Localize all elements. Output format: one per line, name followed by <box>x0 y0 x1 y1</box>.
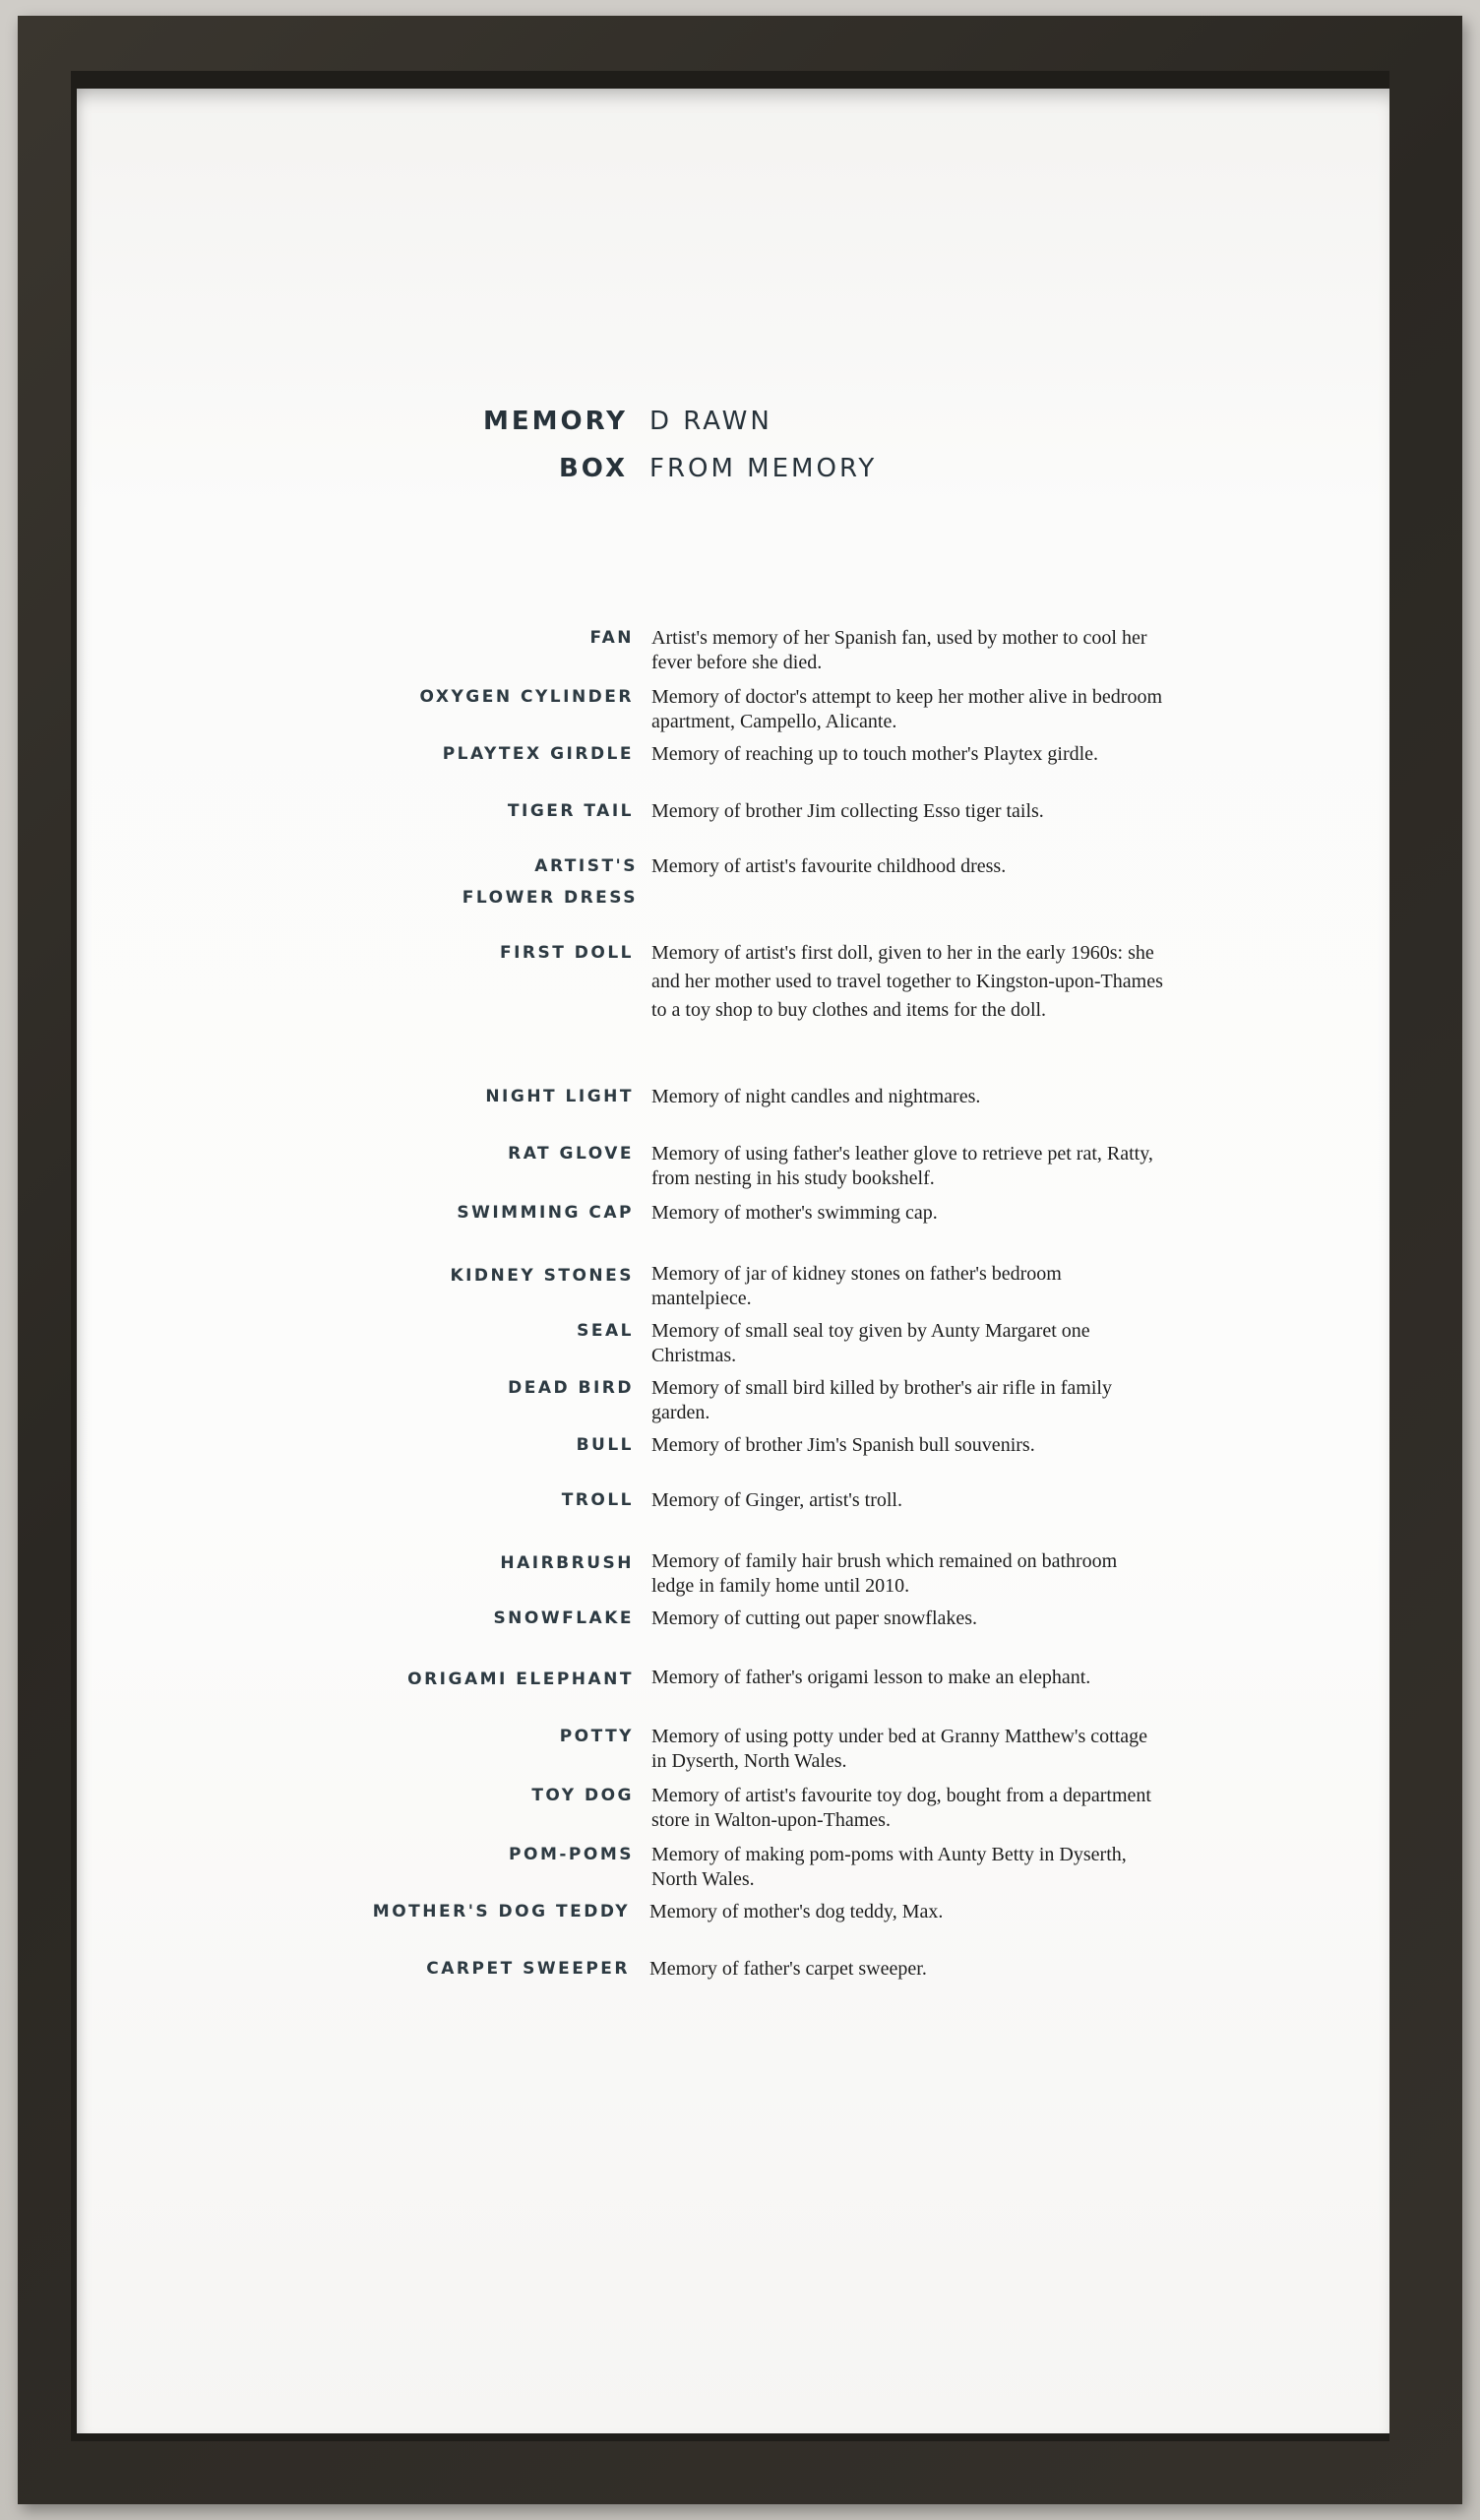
item-description: Memory of brother Jim's Spanish bull souvenirs. <box>651 1434 1035 1456</box>
item-label: POM-POMS <box>509 1845 634 1864</box>
item-description: Memory of artist's favourite childhood dress. <box>651 855 1007 877</box>
heading-left-line-2: BOX <box>558 454 628 483</box>
item-description: Artist's memory of her Spanish fan, used by mother to cool her fever before she died. <box>651 627 1147 673</box>
item-label: ARTIST'S FLOWER DRESS <box>462 856 638 908</box>
item-label: FAN <box>589 628 634 648</box>
heading-right-line-2: FROM MEMORY <box>649 454 878 483</box>
item-label: DEAD BIRD <box>508 1378 634 1398</box>
item-label: TIGER TAIL <box>507 801 634 821</box>
item-description: Memory of mother's swimming cap. <box>651 1202 938 1224</box>
item-label: PLAYTEX GIRDLE <box>442 744 634 764</box>
item-description: Memory of family hair brush which remained on bathroom ledge in family home until 2010. <box>651 1550 1118 1597</box>
item-description: Memory of jar of kidney stones on father's bedroom mantelpiece. <box>651 1263 1062 1309</box>
item-label: MOTHER'S DOG TEDDY <box>372 1902 630 1922</box>
item-label: SNOWFLAKE <box>493 1608 634 1628</box>
item-label: CARPET SWEEPER <box>426 1959 630 1979</box>
item-description: Memory of making pom-poms with Aunty Betty in Dyserth, North Wales. <box>651 1844 1127 1890</box>
item-label: SWIMMING CAP <box>457 1203 634 1223</box>
item-label: POTTY <box>559 1727 634 1746</box>
heading-right-line-1: D RAWN <box>649 407 772 436</box>
item-description: Memory of father's carpet sweeper. <box>649 1958 927 1980</box>
item-description: Memory of doctor's attempt to keep her mother alive in bedroom apartment, Campello, Alicante. <box>651 686 1163 732</box>
item-description: Memory of cutting out paper snowflakes. <box>651 1607 978 1629</box>
item-label: TOY DOG <box>531 1786 634 1805</box>
item-description: Memory of small bird killed by brother's air rifle in family garden. <box>651 1377 1112 1423</box>
item-description: Memory of night candles and nightmares. <box>651 1086 981 1107</box>
item-label: SEAL <box>577 1321 634 1341</box>
item-description: Memory of reaching up to touch mother's Playtex girdle. <box>651 743 1099 765</box>
item-description: Memory of artist's favourite toy dog, bought from a department store in Walton-upon-Thames. <box>651 1785 1151 1831</box>
item-label: BULL <box>576 1435 634 1455</box>
item-label: OXYGEN CYLINDER <box>419 687 634 707</box>
item-label: NIGHT LIGHT <box>485 1087 634 1106</box>
item-label: TROLL <box>561 1490 634 1510</box>
item-description: Memory of Ginger, artist's troll. <box>651 1489 902 1511</box>
item-description: Memory of small seal toy given by Aunty Margaret one Christmas. <box>651 1320 1090 1366</box>
item-label: HAIRBRUSH <box>500 1553 634 1573</box>
item-label: ORIGAMI ELEPHANT <box>407 1670 634 1689</box>
item-description: Memory of using father's leather glove to retrieve pet rat, Ratty, from nesting in his study bookshelf. <box>651 1143 1153 1189</box>
item-label: RAT GLOVE <box>508 1144 634 1164</box>
item-description: Memory of father's origami lesson to make an elephant. <box>651 1667 1091 1688</box>
item-description: Memory of brother Jim collecting Esso tiger tails. <box>651 800 1044 822</box>
item-description: Memory of using potty under bed at Granny Matthew's cottage in Dyserth, North Wales. <box>651 1726 1148 1772</box>
item-description: Memory of mother's dog teddy, Max. <box>649 1901 944 1922</box>
item-label: KIDNEY STONES <box>450 1266 634 1286</box>
item-description: Memory of artist's first doll, given to her in the early 1960s: she and her mother used to travel together to Kingston-upon-Thames to a toy shop to buy clothes and items for the doll. <box>651 942 1163 1021</box>
heading-left-line-1: MEMORY <box>482 407 628 436</box>
item-label: FIRST DOLL <box>499 943 634 963</box>
